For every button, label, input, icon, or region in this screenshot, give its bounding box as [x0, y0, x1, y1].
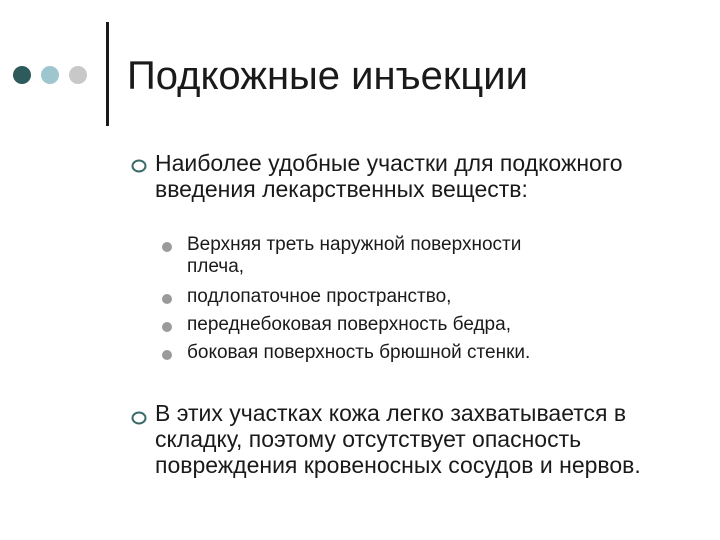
bullet-text-sites: Наиболее удобные участки для подкожного введения лекарственных веществ:	[155, 150, 623, 202]
sub-item-thigh: переднебоковая поверхность бедра,	[187, 314, 511, 335]
title-divider-line	[106, 22, 109, 126]
sub-item-subscapular: подлопаточное пространство,	[187, 286, 452, 307]
sub-bullet-icon	[162, 294, 172, 304]
sub-item-abdomen: боковая поверхность брюшной стенки.	[187, 342, 531, 363]
slide-title: Подкожные инъекции	[127, 54, 528, 98]
sub-bullet-icon	[162, 322, 172, 332]
decor-dot-dark	[13, 66, 31, 84]
decor-dot-grey	[69, 66, 87, 84]
decor-dot-light-blue	[41, 66, 59, 84]
sub-bullet-icon	[162, 242, 172, 252]
bullet-icon	[131, 159, 149, 173]
bullet-icon	[131, 411, 149, 425]
bullet-text-safety: В этих участках кожа легко захватывается в складку, поэтому отсутствует опасность повреждения кровеносных сосудов и нервов.	[155, 400, 641, 478]
sub-bullet-icon	[162, 350, 172, 360]
sub-item-shoulder: Верхняя треть наружной поверхности плеча,	[187, 234, 522, 277]
